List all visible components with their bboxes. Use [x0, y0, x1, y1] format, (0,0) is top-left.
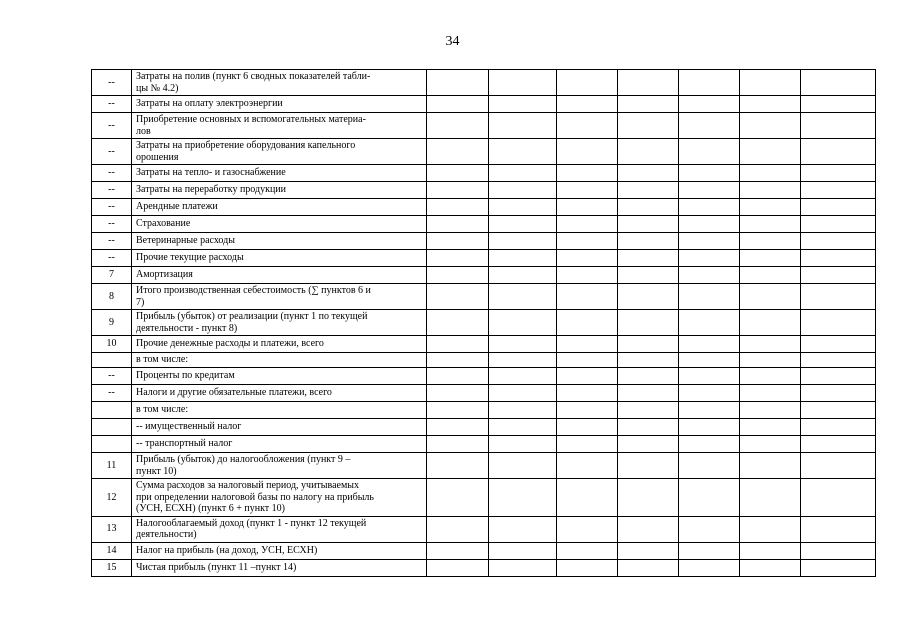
value-cell: [618, 353, 679, 368]
value-cell: [740, 336, 801, 353]
table-row: [92, 233, 876, 250]
value-cell: [618, 199, 679, 216]
row-label-cell: -- имущественный налог: [132, 419, 427, 436]
value-cell: [427, 336, 489, 353]
row-label-cell: Итого производственная себестоимость (∑ пунктов 6 и 7): [132, 284, 427, 310]
value-cell: [489, 139, 557, 165]
row-number-cell: --: [92, 182, 132, 199]
value-cell: [679, 70, 740, 96]
value-cell: [679, 199, 740, 216]
value-cell: [801, 113, 876, 139]
row-label-cell: в том числе:: [132, 402, 427, 419]
value-cell: [427, 542, 489, 559]
value-cell: [618, 284, 679, 310]
table-row: [92, 516, 876, 542]
row-number-cell: --: [92, 113, 132, 139]
value-cell: [489, 182, 557, 199]
value-cell: [618, 233, 679, 250]
value-cell: [740, 284, 801, 310]
row-label-cell: в том числе:: [132, 353, 427, 368]
value-cell: [489, 113, 557, 139]
table-row: [92, 139, 876, 165]
value-cell: [801, 199, 876, 216]
value-cell: [489, 199, 557, 216]
value-cell: [679, 139, 740, 165]
value-cell: [801, 139, 876, 165]
value-cell: [489, 96, 557, 113]
value-cell: [740, 70, 801, 96]
value-cell: [679, 559, 740, 576]
table-row: [92, 436, 876, 453]
row-number-cell: --: [92, 368, 132, 385]
value-cell: [679, 233, 740, 250]
value-cell: [740, 165, 801, 182]
value-cell: [427, 250, 489, 267]
value-cell: [679, 368, 740, 385]
value-cell: [489, 368, 557, 385]
value-cell: [801, 267, 876, 284]
value-cell: [427, 284, 489, 310]
value-cell: [740, 139, 801, 165]
value-cell: [679, 182, 740, 199]
row-number-cell: --: [92, 199, 132, 216]
value-cell: [557, 250, 618, 267]
value-cell: [618, 113, 679, 139]
table-row: [92, 165, 876, 182]
row-number-cell: 8: [92, 284, 132, 310]
value-cell: [801, 310, 876, 336]
value-cell: [679, 336, 740, 353]
value-cell: [679, 453, 740, 479]
value-cell: [801, 419, 876, 436]
value-cell: [801, 516, 876, 542]
value-cell: [427, 353, 489, 368]
value-cell: [557, 368, 618, 385]
value-cell: [618, 453, 679, 479]
value-cell: [801, 385, 876, 402]
value-cell: [557, 233, 618, 250]
value-cell: [801, 284, 876, 310]
value-cell: [801, 436, 876, 453]
value-cell: [801, 182, 876, 199]
row-number-cell: --: [92, 96, 132, 113]
value-cell: [489, 479, 557, 517]
value-cell: [801, 479, 876, 517]
table-row: [92, 96, 876, 113]
value-cell: [427, 479, 489, 517]
value-cell: [618, 139, 679, 165]
value-cell: [489, 267, 557, 284]
value-cell: [740, 310, 801, 336]
table-row: [92, 250, 876, 267]
table-row: [92, 419, 876, 436]
value-cell: [427, 402, 489, 419]
value-cell: [740, 385, 801, 402]
value-cell: [489, 70, 557, 96]
value-cell: [557, 182, 618, 199]
row-label-cell: Прибыль (убыток) от реализации (пункт 1 по текущей деятельности - пункт 8): [132, 310, 427, 336]
row-number-cell: 12: [92, 479, 132, 517]
value-cell: [557, 353, 618, 368]
row-label-cell: Страхование: [132, 216, 427, 233]
value-cell: [557, 385, 618, 402]
value-cell: [557, 310, 618, 336]
row-number-cell: 9: [92, 310, 132, 336]
value-cell: [740, 182, 801, 199]
value-cell: [801, 402, 876, 419]
value-cell: [801, 336, 876, 353]
value-cell: [557, 479, 618, 517]
value-cell: [679, 216, 740, 233]
value-cell: [557, 453, 618, 479]
value-cell: [489, 353, 557, 368]
row-label-cell: Налог на прибыль (на доход, УСН, ЕСХН): [132, 542, 427, 559]
value-cell: [618, 165, 679, 182]
table-row: [92, 284, 876, 310]
table-row: [92, 182, 876, 199]
value-cell: [679, 419, 740, 436]
value-cell: [489, 402, 557, 419]
value-cell: [489, 250, 557, 267]
value-cell: [489, 336, 557, 353]
value-cell: [801, 250, 876, 267]
value-cell: [618, 559, 679, 576]
value-cell: [557, 436, 618, 453]
table-row: [92, 310, 876, 336]
table-row: [92, 368, 876, 385]
row-label-cell: Проценты по кредитам: [132, 368, 427, 385]
row-label-cell: Затраты на тепло- и газоснабжение: [132, 165, 427, 182]
value-cell: [740, 402, 801, 419]
value-cell: [427, 385, 489, 402]
value-cell: [489, 385, 557, 402]
value-cell: [679, 436, 740, 453]
row-label-cell: -- транспортный налог: [132, 436, 427, 453]
value-cell: [489, 542, 557, 559]
value-cell: [618, 516, 679, 542]
value-cell: [489, 310, 557, 336]
value-cell: [427, 199, 489, 216]
value-cell: [618, 419, 679, 436]
value-cell: [740, 250, 801, 267]
row-label-cell: Арендные платежи: [132, 199, 427, 216]
value-cell: [557, 113, 618, 139]
value-cell: [557, 419, 618, 436]
value-cell: [427, 267, 489, 284]
value-cell: [427, 419, 489, 436]
value-cell: [427, 96, 489, 113]
value-cell: [557, 402, 618, 419]
row-number-cell: 14: [92, 542, 132, 559]
value-cell: [740, 199, 801, 216]
value-cell: [557, 542, 618, 559]
table-row: [92, 402, 876, 419]
value-cell: [557, 516, 618, 542]
row-label-cell: Налогооблагаемый доход (пункт 1 - пункт 12 текущей деятельности): [132, 516, 427, 542]
value-cell: [740, 96, 801, 113]
row-label-cell: Сумма расходов за налоговый период, учитываемых при определении налоговой базы по налогу на прибыль (УСН, ЕСХН) (пункт 6 + пункт 10): [132, 479, 427, 517]
table-row: [92, 453, 876, 479]
table-row: [92, 559, 876, 576]
row-label-cell: Налоги и другие обязательные платежи, всего: [132, 385, 427, 402]
row-number-cell: --: [92, 70, 132, 96]
row-label-cell: Ветеринарные расходы: [132, 233, 427, 250]
value-cell: [427, 113, 489, 139]
table-row: [92, 542, 876, 559]
value-cell: [679, 96, 740, 113]
row-number-cell: --: [92, 233, 132, 250]
value-cell: [489, 419, 557, 436]
row-number-cell: 11: [92, 453, 132, 479]
value-cell: [618, 368, 679, 385]
value-cell: [557, 284, 618, 310]
value-cell: [801, 165, 876, 182]
value-cell: [679, 516, 740, 542]
row-number-cell: [92, 419, 132, 436]
value-cell: [557, 96, 618, 113]
value-cell: [801, 368, 876, 385]
value-cell: [427, 436, 489, 453]
value-cell: [679, 165, 740, 182]
value-cell: [618, 267, 679, 284]
value-cell: [801, 216, 876, 233]
value-cell: [740, 233, 801, 250]
value-cell: [801, 353, 876, 368]
value-cell: [679, 479, 740, 517]
row-number-cell: 15: [92, 559, 132, 576]
value-cell: [489, 284, 557, 310]
value-cell: [740, 559, 801, 576]
value-cell: [427, 559, 489, 576]
table-row: [92, 199, 876, 216]
table-row: [92, 267, 876, 284]
value-cell: [618, 336, 679, 353]
value-cell: [801, 542, 876, 559]
value-cell: [740, 479, 801, 517]
value-cell: [679, 113, 740, 139]
value-cell: [679, 385, 740, 402]
row-label-cell: Затраты на переработку продукции: [132, 182, 427, 199]
table-row: [92, 385, 876, 402]
value-cell: [740, 453, 801, 479]
value-cell: [489, 516, 557, 542]
value-cell: [740, 113, 801, 139]
value-cell: [557, 559, 618, 576]
row-label-cell: Прочие текущие расходы: [132, 250, 427, 267]
value-cell: [557, 70, 618, 96]
row-number-cell: --: [92, 250, 132, 267]
value-cell: [618, 436, 679, 453]
value-cell: [740, 216, 801, 233]
value-cell: [679, 542, 740, 559]
value-cell: [618, 216, 679, 233]
value-cell: [801, 96, 876, 113]
table-row: [92, 336, 876, 353]
value-cell: [679, 310, 740, 336]
table-row: [92, 70, 876, 96]
row-number-cell: 10: [92, 336, 132, 353]
value-cell: [427, 70, 489, 96]
row-label-cell: Прочие денежные расходы и платежи, всего: [132, 336, 427, 353]
value-cell: [618, 402, 679, 419]
row-number-cell: --: [92, 385, 132, 402]
value-cell: [557, 336, 618, 353]
row-number-cell: [92, 436, 132, 453]
row-number-cell: --: [92, 139, 132, 165]
value-cell: [489, 436, 557, 453]
row-label-cell: Амортизация: [132, 267, 427, 284]
value-cell: [618, 310, 679, 336]
table-row: [92, 113, 876, 139]
value-cell: [557, 267, 618, 284]
value-cell: [679, 267, 740, 284]
value-cell: [427, 453, 489, 479]
table-row: [92, 479, 876, 517]
value-cell: [801, 453, 876, 479]
value-cell: [489, 216, 557, 233]
value-cell: [427, 216, 489, 233]
row-number-cell: --: [92, 165, 132, 182]
value-cell: [489, 233, 557, 250]
value-cell: [801, 559, 876, 576]
row-number-cell: [92, 402, 132, 419]
value-cell: [740, 353, 801, 368]
row-label-cell: Затраты на оплату электроэнергии: [132, 96, 427, 113]
row-label-cell: Приобретение основных и вспомогательных материа- лов: [132, 113, 427, 139]
value-cell: [427, 182, 489, 199]
value-cell: [618, 479, 679, 517]
page-number: 34: [445, 34, 460, 49]
value-cell: [489, 453, 557, 479]
value-cell: [679, 250, 740, 267]
value-cell: [557, 216, 618, 233]
value-cell: [679, 353, 740, 368]
value-cell: [427, 368, 489, 385]
table-row: [92, 216, 876, 233]
value-cell: [740, 368, 801, 385]
value-cell: [618, 385, 679, 402]
value-cell: [618, 182, 679, 199]
row-label-cell: Чистая прибыль (пункт 11 –пункт 14): [132, 559, 427, 576]
value-cell: [801, 70, 876, 96]
row-number-cell: 7: [92, 267, 132, 284]
row-label-cell: Затраты на приобретение оборудования капельного орошения: [132, 139, 427, 165]
value-cell: [618, 250, 679, 267]
value-cell: [740, 267, 801, 284]
value-cell: [557, 165, 618, 182]
row-number-cell: 13: [92, 516, 132, 542]
value-cell: [740, 436, 801, 453]
value-cell: [801, 233, 876, 250]
value-cell: [618, 70, 679, 96]
value-cell: [679, 284, 740, 310]
value-cell: [618, 542, 679, 559]
value-cell: [740, 516, 801, 542]
value-cell: [557, 139, 618, 165]
value-cell: [557, 199, 618, 216]
row-number-cell: --: [92, 216, 132, 233]
value-cell: [427, 165, 489, 182]
table-row: [92, 353, 876, 368]
row-number-cell: [92, 353, 132, 368]
value-cell: [489, 559, 557, 576]
value-cell: [740, 419, 801, 436]
value-cell: [618, 96, 679, 113]
value-cell: [740, 542, 801, 559]
value-cell: [427, 310, 489, 336]
value-cell: [427, 139, 489, 165]
value-cell: [427, 516, 489, 542]
report-table: [91, 69, 876, 577]
value-cell: [427, 233, 489, 250]
value-cell: [489, 165, 557, 182]
value-cell: [679, 402, 740, 419]
row-label-cell: Прибыль (убыток) до налогообложения (пункт 9 – пункт 10): [132, 453, 427, 479]
row-label-cell: Затраты на полив (пункт 6 сводных показателей табли- цы № 4.2): [132, 70, 427, 96]
